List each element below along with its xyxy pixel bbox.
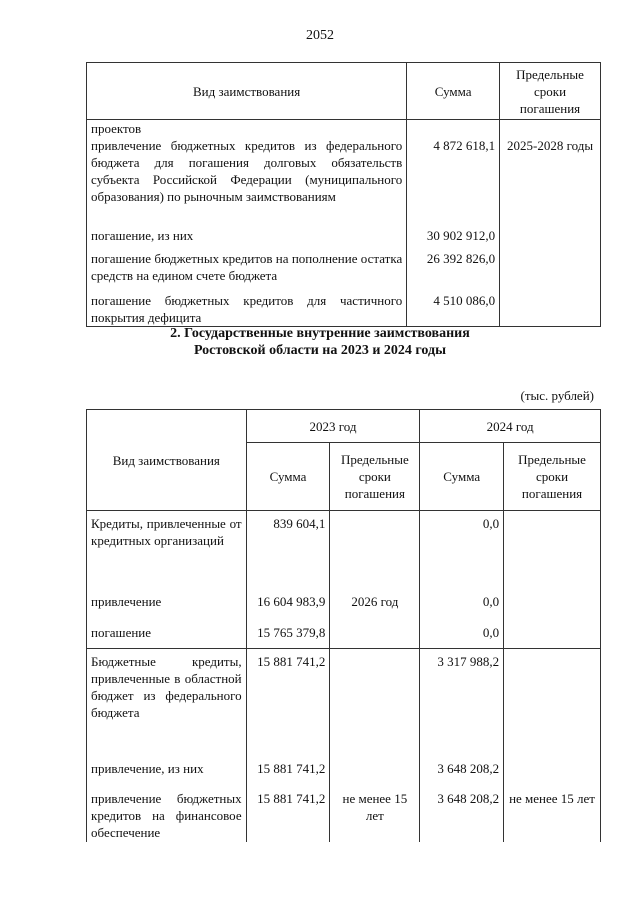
cell-terms [500,288,601,327]
cell-type: привлечение [87,593,247,624]
cell-sum-2024: 0,0 [420,511,504,594]
cell-sum-2023: 16 604 983,9 [246,593,330,624]
cell-sum: 4 510 086,0 [407,288,500,327]
header-terms: Предельные сроки погашения [500,63,601,120]
table-row [87,790,601,842]
cell-sum: 30 902 912,0 [407,222,500,247]
cell-sum-2023: 15 765 379,8 [246,624,330,649]
cell-type: Кредиты, привлеченные от кредитных организаций [87,511,247,594]
borrowings-table-continued [86,62,601,327]
cell-terms: 2025-2028 годы [500,137,601,222]
units-label: (тыс. рублей) [520,388,594,403]
cell-terms-2024 [504,624,601,649]
table-row [87,120,601,138]
cell-terms-2023: не менее 15 лет [330,790,420,842]
section-title-line-2: Ростовской области на 2023 и 2024 годы [193,343,447,358]
table-row [87,649,601,761]
table-row [87,222,601,247]
cell-sum-2024: 3 648 208,2 [420,790,504,842]
cell-sum-2023: 839 604,1 [246,511,330,594]
cell-terms [500,120,601,138]
cell-type: погашение бюджетных кредитов на пополнение остатка средств на едином счете бюджета [87,247,407,288]
section-title [0,325,640,359]
table-header-row [87,410,601,443]
table-row [87,760,601,790]
cell-sum-2024: 0,0 [420,624,504,649]
cell-type: привлечение, из них [87,760,247,790]
header-type: Вид заимствования [87,63,407,120]
header-sum-2023: Сумма [246,443,330,511]
cell-terms-2024 [504,593,601,624]
cell-terms-2024: не менее 15 лет [504,790,601,842]
table-row [87,593,601,624]
cell-sum-2023: 15 881 741,2 [246,649,330,761]
cell-terms [500,247,601,288]
table-header-row [87,63,601,120]
header-type: Вид заимствования [87,410,247,511]
cell-terms-2024 [504,760,601,790]
cell-type: проектов [87,120,407,138]
cell-type: погашение [87,624,247,649]
cell-sum [407,120,500,138]
cell-sum-2024: 0,0 [420,593,504,624]
table-row [87,511,601,594]
section-title-line-1: 2. Государственные внутренние заимствования [170,326,470,341]
cell-terms-2024 [504,649,601,761]
table-row [87,247,601,288]
cell-type: привлечение бюджетных кредитов на финансовое обеспечение [87,790,247,842]
header-sum: Сумма [407,63,500,120]
cell-sum: 26 392 826,0 [407,247,500,288]
cell-terms-2023 [330,511,420,594]
cell-sum: 4 872 618,1 [407,137,500,222]
cell-type: привлечение бюджетных кредитов из федерального бюджета для погашения долговых обязательств субъекта Российской Федерации (муниципального образования) по рыночным заимствованиям [87,137,407,222]
cell-type: погашение бюджетных кредитов для частичного покрытия дефицита [87,288,407,327]
header-terms-2023: Предельные сроки погашения [330,443,420,511]
header-year-2024: 2024 год [420,410,601,443]
cell-terms-2023 [330,649,420,761]
cell-terms-2023 [330,760,420,790]
cell-type: погашение, из них [87,222,407,247]
borrowings-2023-2024-table [86,409,601,842]
table-row [87,288,601,327]
cell-terms-2024 [504,511,601,594]
cell-sum-2024: 3 648 208,2 [420,760,504,790]
cell-terms [500,222,601,247]
table-row [87,137,601,222]
cell-sum-2023: 15 881 741,2 [246,760,330,790]
page-number: 2052 [306,28,334,43]
cell-sum-2023: 15 881 741,2 [246,790,330,842]
cell-sum-2024: 3 317 988,2 [420,649,504,761]
table-row [87,624,601,649]
header-sum-2024: Сумма [420,443,504,511]
header-terms-2024: Предельные сроки погашения [504,443,601,511]
cell-terms-2023 [330,624,420,649]
header-year-2023: 2023 год [246,410,420,443]
cell-type: Бюджетные кредиты, привлеченные в областной бюджет из федерального бюджета [87,649,247,761]
cell-terms-2023: 2026 год [330,593,420,624]
